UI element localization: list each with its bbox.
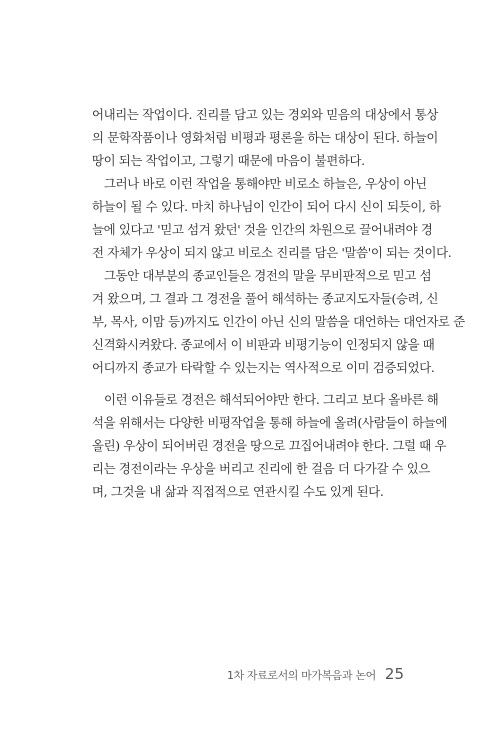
text-line: 땅이 되는 작업이고, 그렇기 때문에 마음이 불편하다. bbox=[92, 153, 365, 168]
text-line: 어디까지 종교가 타락할 수 있는지는 역사적으로 이미 검증되었다. bbox=[92, 360, 435, 375]
text-line: 어내리는 작업이다. 진리를 담고 있는 경외와 믿음의 대상에서 통상 bbox=[92, 107, 439, 122]
text-line: 그동안 대부분의 종교인들은 경전의 말을 무비판적으로 믿고 섬 bbox=[104, 268, 432, 283]
text-line: 그러나 바로 이런 작업을 통해야만 비로소 하늘은, 우상이 아닌 bbox=[104, 176, 427, 191]
text-line: 신격화시켜왔다. 종교에서 이 비판과 비평기능이 인정되지 않을 때 bbox=[92, 337, 435, 352]
text-line: 의 문학작품이나 영화처럼 비평과 평론을 하는 대상이 된다. 하늘이 bbox=[92, 130, 439, 145]
text-line: 며, 그것을 내 삶과 직접적으로 연관시킬 수도 있게 된다. bbox=[92, 484, 384, 499]
text-line: 겨 왔으며, 그 결과 그 경전을 풀어 해석하는 종교지도자들(승려, 신 bbox=[92, 291, 439, 306]
page-number: 25 bbox=[384, 665, 404, 683]
text-line: 올린) 우상이 되어버린 경전을 땅으로 끄집어내려야 한다. 그럴 때 우 bbox=[92, 438, 447, 453]
body-text bbox=[92, 103, 465, 503]
text-line: 하늘이 될 수 있다. 마치 하나님이 인간이 되어 다시 신이 되듯이, 하 bbox=[92, 199, 441, 214]
page-footer bbox=[227, 664, 404, 683]
text-line: 부, 목사, 이맘 등)까지도 인간이 아닌 신의 말씀을 대언하는 대언자로 준 bbox=[92, 314, 465, 329]
text-line: 이런 이유들로 경전은 해석되어야만 한다. 그리고 보다 올바른 해 bbox=[104, 392, 439, 407]
text-line: 리는 경전이라는 우상을 버리고 진리에 한 걸음 더 다가갈 수 있으 bbox=[92, 461, 430, 476]
text-line: 늘에 있다고 '믿고 섬겨 왔던' 것을 인간의 차원으로 끌어내려야 경 bbox=[92, 222, 433, 237]
running-title: 1차 자료로서의 마가복음과 논어 bbox=[226, 669, 376, 682]
text-line: 전 자체가 우상이 되지 않고 비로소 진리를 담은 '말씀'이 되는 것이다. bbox=[92, 245, 452, 260]
text-line: 석을 위해서는 다양한 비평작업을 통해 하늘에 올려(사람들이 하늘에 bbox=[92, 415, 447, 430]
